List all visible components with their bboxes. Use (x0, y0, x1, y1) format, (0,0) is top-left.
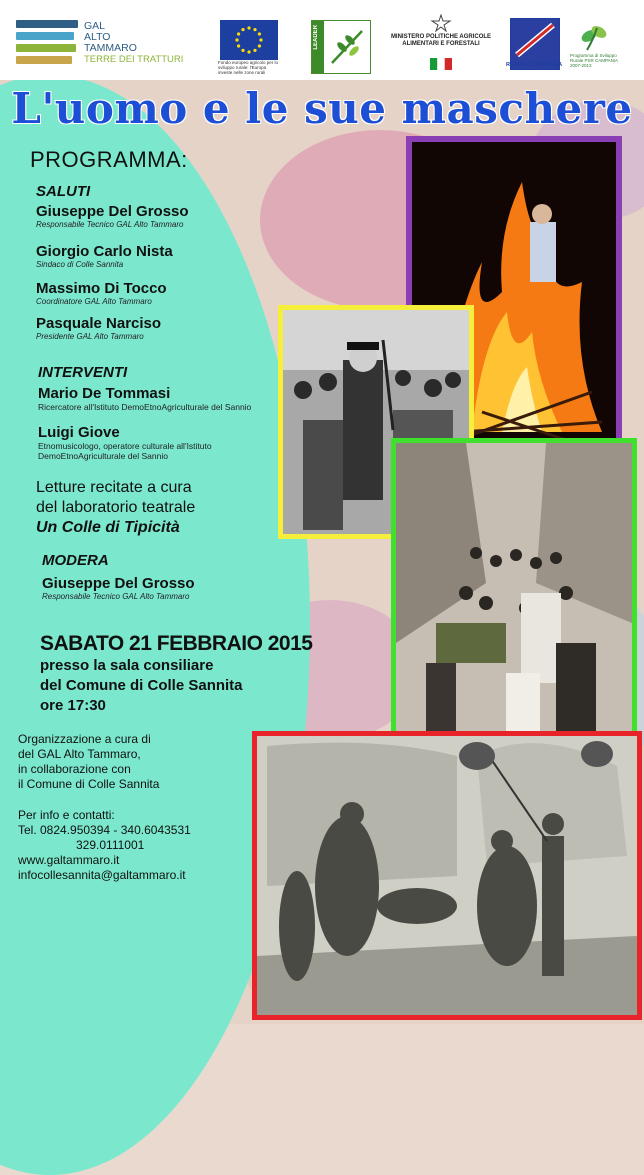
letture-line2: del laboratorio teatrale (36, 499, 196, 516)
gal-logo-text (84, 21, 183, 65)
contacts-website[interactable]: www.galtammaro.it (18, 853, 120, 867)
person-role: Ricercatore all'Istituto DemoEtnoAgriculturale del Sannio (38, 402, 252, 412)
modera-person (42, 575, 195, 601)
eu-caption: Fondo europeo agricolo per lo sviluppo rurale: l'Europa investe nelle zone rurali (218, 60, 279, 75)
person-role-line2: DemoEtnoAgriculturale del Sannio (38, 451, 168, 461)
regione-campania-label: REGIONE CAMPANIA (505, 62, 563, 68)
person-name: Mario De Tommasi (38, 385, 171, 402)
letture-line1: Letture recitate a cura (36, 479, 192, 496)
saluti-person (36, 203, 189, 229)
person-role: Sindaco di Colle Sannita (36, 260, 124, 269)
interventi-heading: INTERVENTI (38, 364, 128, 381)
person-role-line1: Etnomusicologo, operatore culturale all'Istituto (38, 441, 212, 451)
person-name: Giuseppe Del Grosso (36, 203, 189, 220)
saluti-heading: SALUTI (36, 183, 91, 200)
event-venue-line2: del Comune di Colle Sannita (40, 677, 243, 694)
gal-logo-line1: GAL (84, 20, 106, 32)
contacts-tel2: 329.0111001 (76, 838, 145, 852)
event-details (40, 632, 312, 716)
org-line2: del GAL Alto Tammaro, (18, 747, 141, 761)
italian-emblem-icon (430, 14, 452, 32)
poster-title: L'uomo e le sue maschere (11, 84, 633, 133)
contacts-email[interactable]: infocollesannita@galtammaro.it (18, 868, 186, 882)
org-line1: Organizzazione a cura di (18, 732, 151, 746)
person-role: Responsabile Tecnico GAL Alto Tammaro (42, 592, 190, 601)
person-name: Pasquale Narciso (36, 315, 162, 332)
gal-logo-tagline: TERRE DEI TRATTURI (84, 54, 184, 65)
leader-label: LEADER (313, 25, 319, 50)
psr-caption: Programma di Sviluppo Rurale PSR CAMPANIA 2007-2013 (570, 53, 618, 68)
person-role: Presidente GAL Alto Tammaro (36, 332, 144, 341)
programma-heading: PROGRAMMA: (30, 147, 188, 172)
org-line4: il Comune di Colle Sannita (18, 777, 160, 791)
engraving-illustration (252, 731, 642, 1020)
letture-line3: Un Colle di Tipicità (36, 519, 180, 536)
saluti-person (36, 243, 173, 269)
interventi-person (38, 424, 212, 461)
eu-flag-icon (220, 20, 278, 60)
modera-heading: MODERA (42, 552, 109, 569)
interventi-person (38, 385, 251, 412)
person-role: Coordinatore GAL Alto Tammaro (36, 297, 152, 306)
letture-block (36, 478, 195, 538)
gal-logo-line3: TAMMARO (84, 42, 137, 54)
psr-leaf-icon (577, 22, 613, 52)
event-date: SABATO 21 FEBBRAIO 2015 (40, 632, 313, 655)
org-line3: in collaborazione con (18, 762, 131, 776)
person-name: Luigi Giove (38, 424, 120, 441)
leader-wheat-icon (328, 27, 366, 67)
gal-logo-stripes (16, 20, 78, 68)
leader-logo (311, 20, 371, 74)
contacts-heading: Per info e contatti: (18, 808, 115, 822)
person-role: Responsabile Tecnico GAL Alto Tammaro (36, 220, 184, 229)
saluti-person (36, 280, 167, 306)
person-name: Giuseppe Del Grosso (42, 575, 195, 592)
sponsor-header (0, 0, 644, 80)
person-name: Massimo Di Tocco (36, 280, 167, 297)
organization-block (18, 732, 159, 792)
contacts-block (18, 808, 191, 883)
ministry-label: MINISTERO POLITICHE AGRICOLE ALIMENTARI E FORESTALI (390, 34, 492, 47)
saluti-person (36, 315, 161, 341)
person-name: Giorgio Carlo Nista (36, 243, 173, 260)
event-venue-line1: presso la sala consiliare (40, 657, 214, 674)
italian-flag-icon (430, 58, 452, 70)
contacts-tel: Tel. 0824.950394 - 340.6043531 (18, 823, 191, 837)
event-time: ore 17:30 (40, 697, 106, 714)
gal-logo-line2: ALTO (84, 31, 111, 43)
